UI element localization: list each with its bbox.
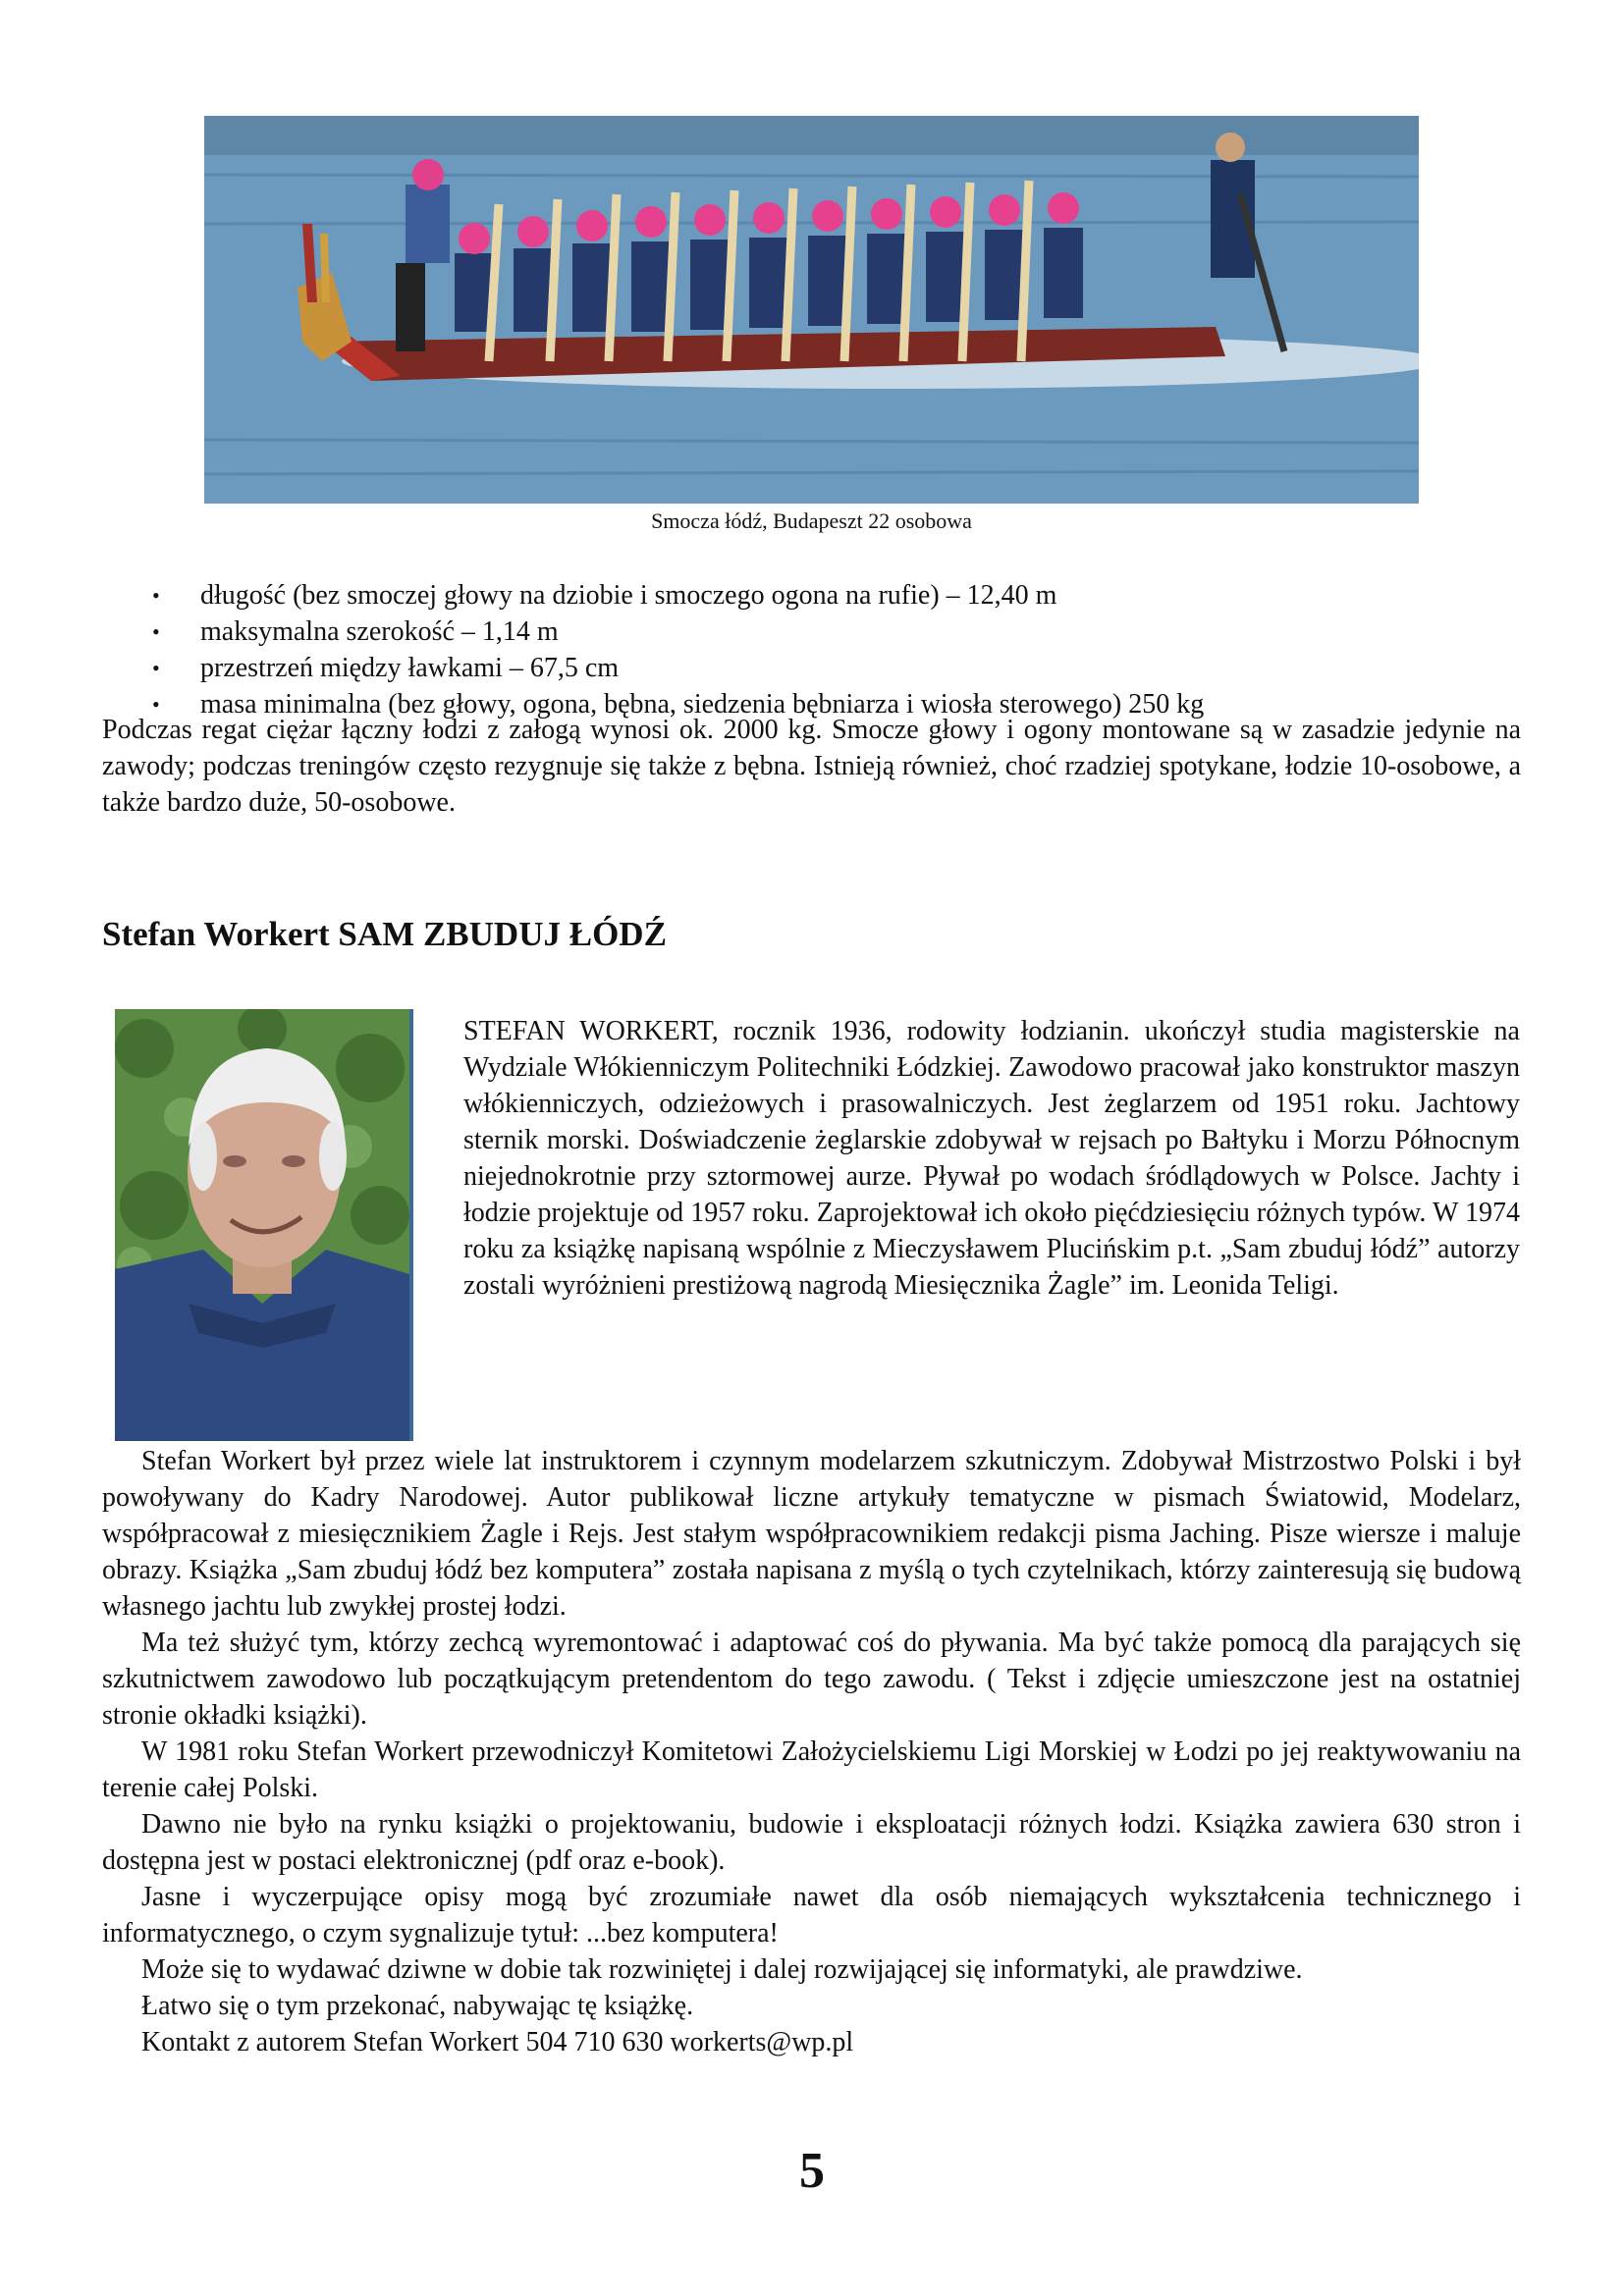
body-paragraph: Dawno nie było na rynku książki o projektowaniu, budowie i eksploatacji różnych łodzi. Książka zawiera 630 stron i dostępna jest w postaci elektronicznej (pdf oraz e-book). [102, 1809, 1521, 1876]
spec-item: • masa minimalna (bez głowy, ogona, bębna, siedzenia bębniarza i wiosła sterowego) 250 kg [145, 686, 1204, 722]
contact-line: Kontakt z autorem Stefan Workert 504 710 630 workerts@wp.pl [141, 2027, 854, 2057]
boat-specs-list [145, 577, 1204, 722]
bullet-icon: • [152, 583, 160, 608]
spec-item: • długość (bez smoczej głowy na dziobie i smoczego ogona na rufie) – 12,40 m [145, 577, 1204, 614]
article-body [102, 1443, 1521, 2060]
body-paragraph: W 1981 roku Stefan Workert przewodniczył Komitetowi Założycielskiemu Ligi Morskiej w Łodzi po jej reaktywowaniu na terenie całej Polski. [102, 1736, 1521, 1803]
photo-caption: Smocza łódź, Budapeszt 22 osobowa [651, 508, 972, 533]
body-paragraph: Łatwo się o tym przekonać, nabywając tę książkę. [141, 1991, 694, 2021]
dragon-boat-illustration [204, 116, 1419, 504]
spec-item: • maksymalna szerokość – 1,14 m [145, 614, 1204, 650]
body-paragraph: Jasne i wyczerpujące opisy mogą być zrozumiałe nawet dla osób niemających wykształcenia technicznego i informatycznego, o czym sygnalizuje tytuł: ...bez komputera! [102, 1882, 1521, 1949]
body-paragraph: Ma też służyć tym, którzy zechcą wyremontować i adaptować coś do pływania. Ma być także pomocą dla parających się szkutnictwem zawodowo lub początkującym pretendentom do tego zawodu. ( Tekst i zdjęcie umieszczone jest na ostatniej stronie okładki książki). [102, 1628, 1521, 1731]
spec-item: • przestrzeń między ławkami – 67,5 cm [145, 650, 1204, 686]
bullet-icon: • [152, 656, 160, 680]
body-paragraph: Stefan Workert był przez wiele lat instruktorem i czynnym modelarzem szkutniczym. Zdobywał Mistrzostwo Polski i był powoływany do Kadry Narodowej. Autor publikował liczne artykuły tematyczne w pismach Światowid, Modelarz, współpracował z miesięcznikiem Żagle i Rejs. Jest stałym współpracownikiem redakcji pisma Jaching. Pisze wiersze i maluje obrazy. Książka „Sam zbuduj łódź bez komputera” została napisana z myślą o tych czytelnikach, którzy zainteresują się budową własnego jachtu lub zwykłej prostej łodzi. [102, 1446, 1521, 1622]
body-paragraph: Może się to wydawać dziwne w dobie tak rozwiniętej i dalej rozwijającej się informatyki, ale prawdziwe. [141, 1954, 1303, 1985]
bullet-icon: • [152, 619, 160, 644]
page-number: 5 [799, 2143, 825, 2199]
dragon-boat-photo [204, 116, 1419, 504]
author-bio: STEFAN WORKERT, rocznik 1936, rodowity łodzianin. ukończył studia magisterskie na Wydziale Włókienniczym Politechniki Łódzkiej. Zawodowo pracował jako konstruktor maszyn włókienniczych, odzieżowych i prasowalniczych. Jest żeglarzem od 1951 roku. Jachtowy sternik morski. Doświadczenie żeglarskie zdobywał w rejsach po Bałtyku i Morzu Północnym niejednokrotnie przy sztormowej aurze. Pływał po wodach śródlądowych w Polsce. Jachty i łodzie projektuje od 1957 roku. Zaprojektował ich około pięćdziesięciu różnych typów. W 1974 roku za książkę napisaną wspólnie z Mieczysławem Plucińskim p.t. „Sam zbuduj łódź” autorzy zostali wyróżnieni prestiżową nagrodą Miesięcznika Żagle” im. Leonida Teligi. [463, 1016, 1520, 1301]
portrait-illustration [115, 1009, 409, 1441]
section-heading: Stefan Workert SAM ZBUDUJ ŁÓDŹ [102, 915, 667, 953]
bullet-icon: • [152, 692, 160, 717]
author-portrait-photo [115, 1009, 413, 1441]
regatta-paragraph: Podczas regat ciężar łączny łodzi z załogą wynosi ok. 2000 kg. Smocze głowy i ogony montowane są w zasadzie jedynie na zawody; podczas treningów często rezygnuje się także z bębna. Istnieją również, choć rzadziej spotykane, łodzie 10-osobowe, a także bardzo duże, 50-osobowe. [102, 715, 1521, 818]
